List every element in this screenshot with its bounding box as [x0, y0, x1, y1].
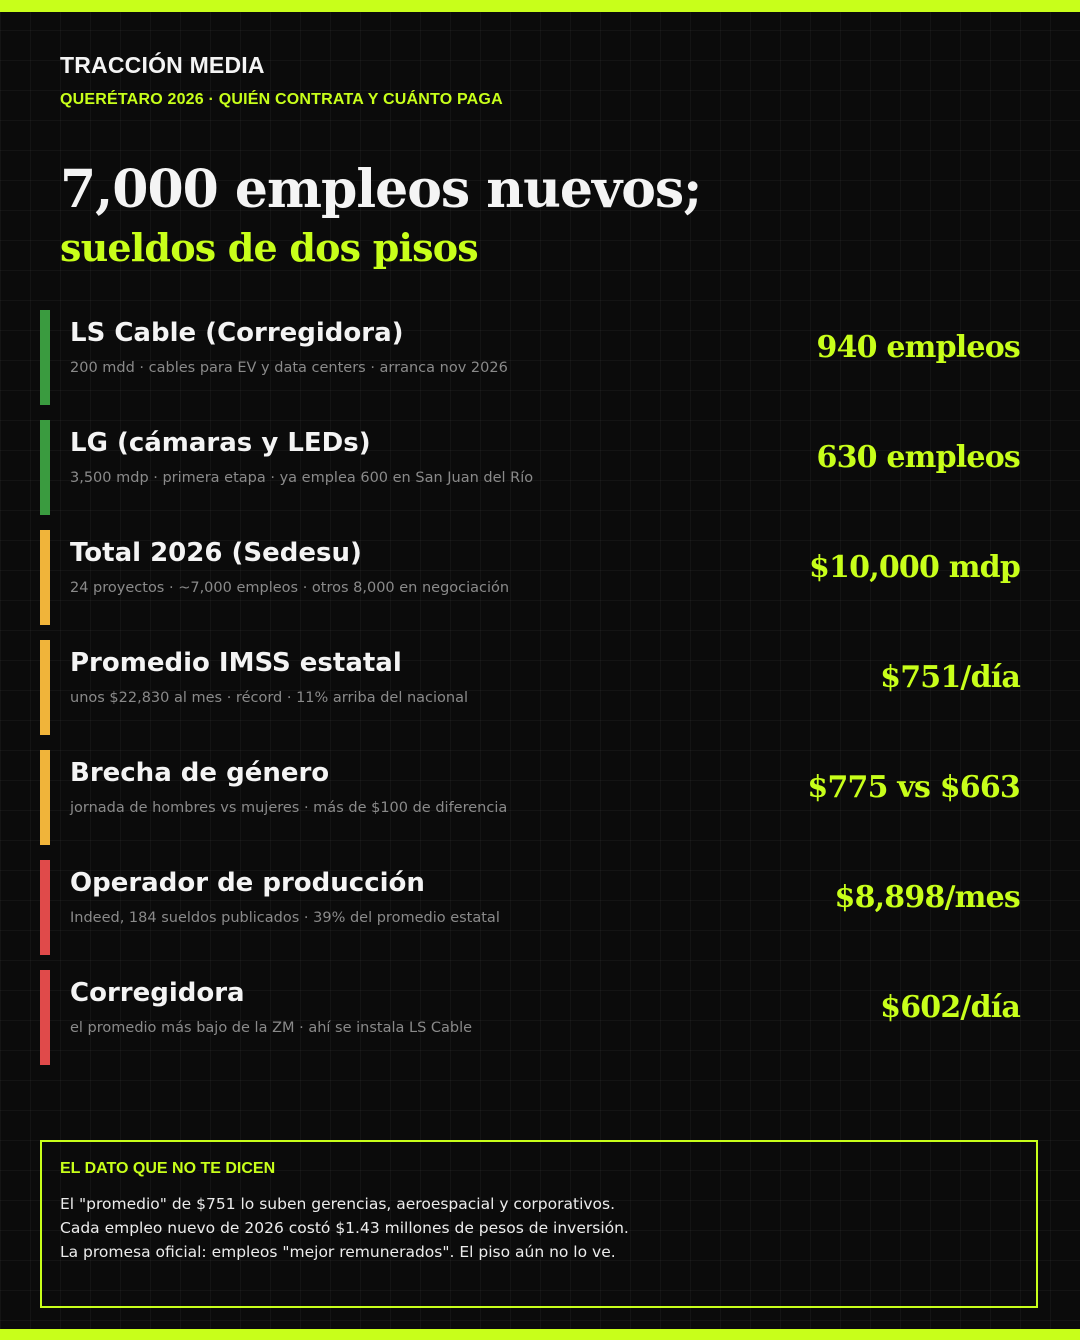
callout-body — [60, 1192, 629, 1264]
row-value: $10,000 mdp — [808, 550, 1020, 585]
row-value: 940 empleos — [816, 330, 1020, 365]
list-item — [40, 750, 1020, 845]
top-accent-bar — [0, 0, 1080, 12]
row-value: $8,898/mes — [834, 880, 1020, 915]
row-accent-bar — [40, 420, 50, 515]
row-accent-bar — [40, 640, 50, 735]
row-accent-bar — [40, 860, 50, 955]
row-title: Total 2026 (Sedesu) — [70, 538, 362, 568]
row-value: $775 vs $663 — [807, 770, 1020, 805]
bottom-accent-bar — [0, 1329, 1080, 1340]
row-title: Brecha de género — [70, 758, 330, 788]
row-title: Corregidora — [70, 978, 245, 1008]
row-detail: 200 mdd · cables para EV y data centers · arranca nov 2026 — [70, 360, 508, 376]
list-item — [40, 310, 1020, 405]
row-title: Operador de producción — [70, 868, 425, 898]
list-item — [40, 640, 1020, 735]
callout-line: Cada empleo nuevo de 2026 costó $1.43 millones de pesos de inversión. — [60, 1219, 629, 1237]
row-value: 630 empleos — [816, 440, 1020, 475]
row-value: $602/día — [880, 990, 1020, 1025]
data-rows — [40, 310, 1020, 1080]
row-detail: Indeed, 184 sueldos publicados · 39% del promedio estatal — [70, 910, 500, 926]
row-detail: 24 proyectos · ~7,000 empleos · otros 8,000 en negociación — [70, 580, 510, 596]
row-detail: el promedio más bajo de la ZM · ahí se instala LS Cable — [70, 1020, 473, 1036]
row-title: LG (cámaras y LEDs) — [70, 428, 371, 458]
kicker: QUERÉTARO 2026 · QUIÉN CONTRATA Y CUÁNTO PAGA — [60, 91, 503, 108]
row-detail: unos $22,830 al mes · récord · 11% arriba del nacional — [70, 690, 469, 706]
subheadline: sueldos de dos pisos — [60, 225, 478, 270]
row-detail: jornada de hombres vs mujeres · más de $100 de diferencia — [70, 800, 508, 816]
brand-name: TRACCIÓN MEDIA — [60, 52, 265, 78]
row-accent-bar — [40, 750, 50, 845]
row-title: LS Cable (Corregidora) — [70, 318, 404, 348]
callout-line: El "promedio" de $751 lo suben gerencias, aeroespacial y corporativos. — [60, 1195, 616, 1213]
headline: 7,000 empleos nuevos; — [60, 159, 702, 220]
callout-box — [40, 1140, 1038, 1308]
row-accent-bar — [40, 310, 50, 405]
row-accent-bar — [40, 970, 50, 1065]
list-item — [40, 530, 1020, 625]
row-detail: 3,500 mdp · primera etapa · ya emplea 600 en San Juan del Río — [70, 470, 534, 486]
callout-line: La promesa oficial: empleos "mejor remunerados". El piso aún no lo ve. — [60, 1243, 616, 1261]
callout-title: EL DATO QUE NO TE DICEN — [60, 1160, 276, 1177]
row-accent-bar — [40, 530, 50, 625]
row-title: Promedio IMSS estatal — [70, 648, 402, 678]
list-item — [40, 970, 1020, 1065]
list-item — [40, 420, 1020, 515]
list-item — [40, 860, 1020, 955]
row-value: $751/día — [880, 660, 1020, 695]
